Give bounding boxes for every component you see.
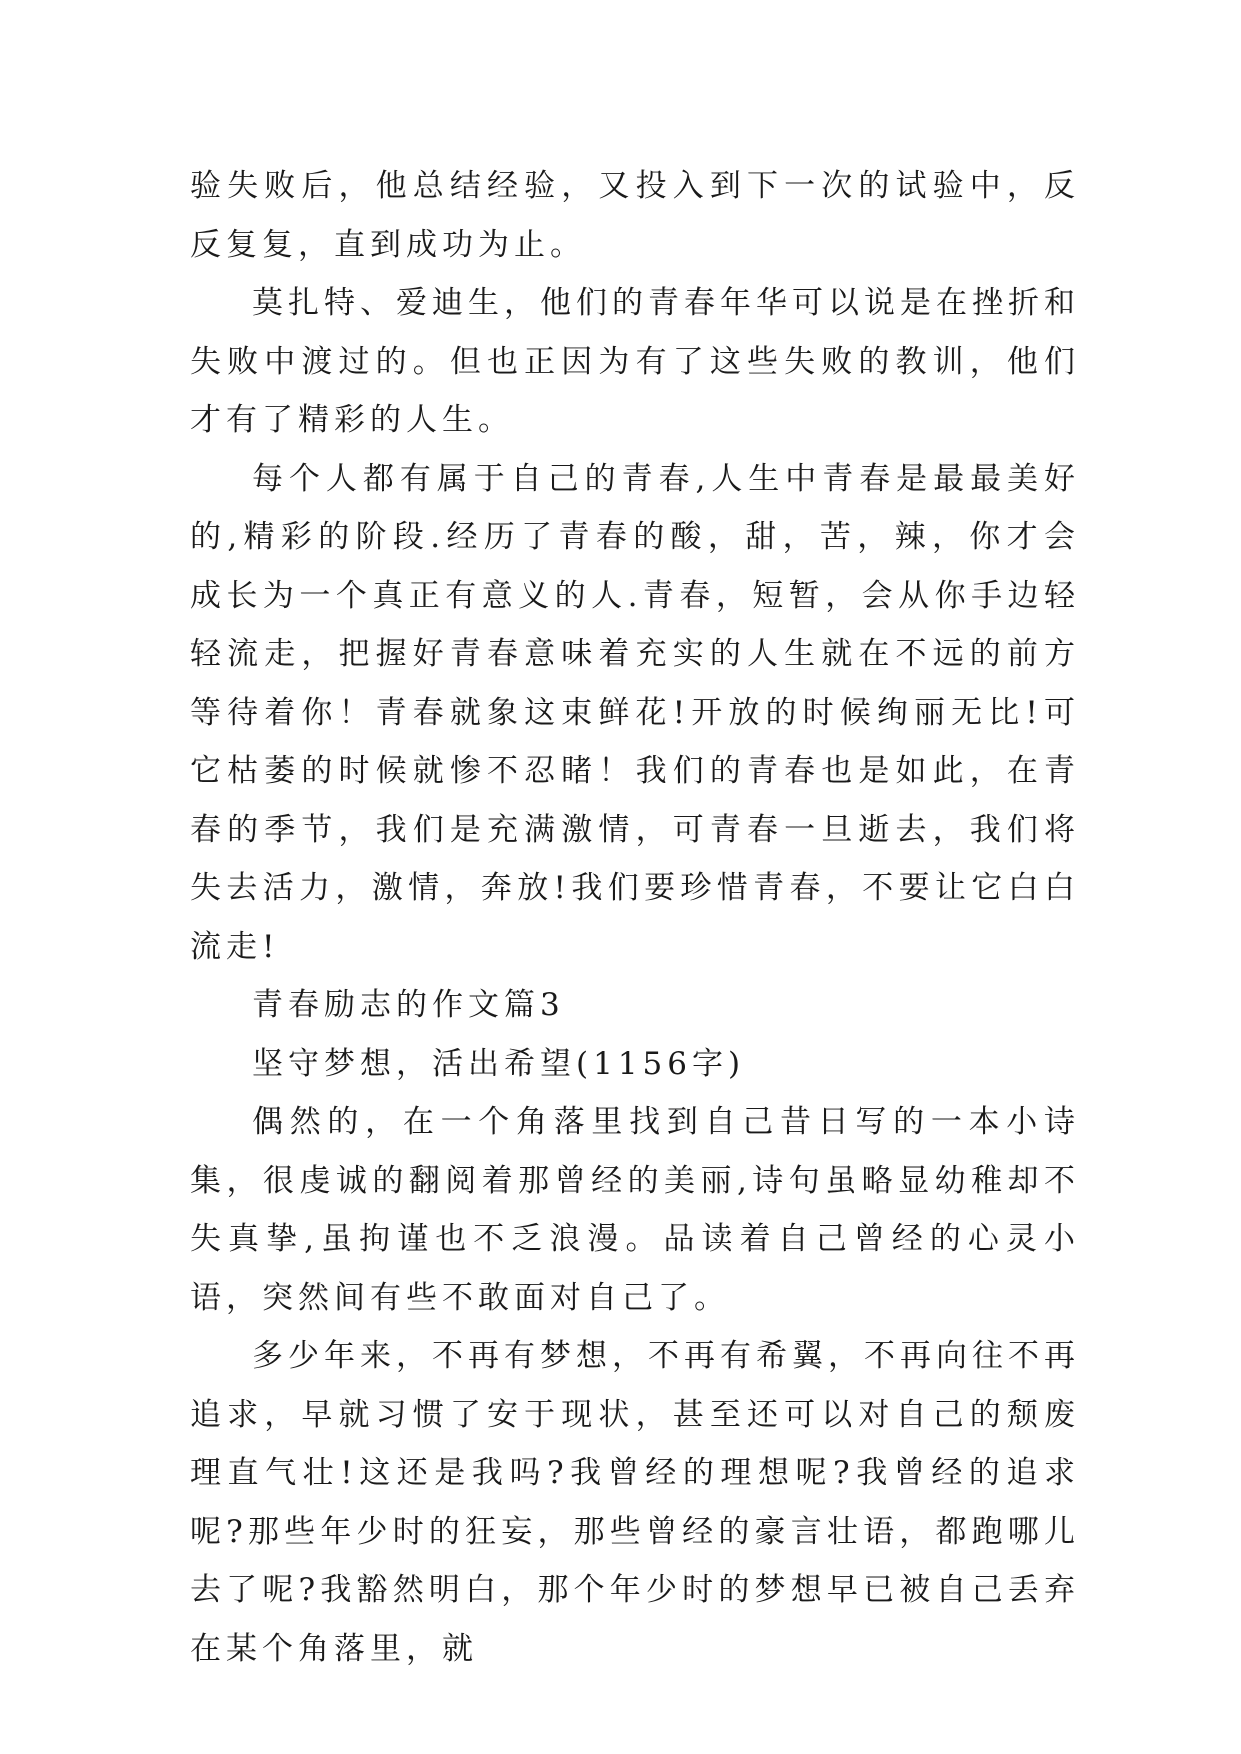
section-heading: 青春励志的作文篇3	[252, 987, 565, 1023]
paragraph: 验失败后，他总结经验，又投入到下一次的试验中，反反复复，直到成功为止。	[190, 168, 1080, 263]
body-text	[190, 157, 1080, 1678]
paragraph: 偶然的，在一个角落里找到自己昔日写的一本小诗集，很虔诚的翻阅着那曾经的美丽,诗句虽略显幼稚却不失真挚,虽拘谨也不乏浪漫。品读着自己曾经的心灵小语，突然间有些不敢面对自己了。	[190, 1104, 1080, 1316]
paragraph: 每个人都有属于自己的青春,人生中青春是最最美好的,精彩的阶段.经历了青春的酸，甜，苦，辣，你才会成长为一个真正有意义的人.青春，短暂，会从你手边轻轻流走，把握好青春意味着充实的人生就在不远的前方等待着你！青春就象这束鲜花!开放的时候绚丽无比!可它枯萎的时候就惨不忍睹！我们的青春也是如此，在青春的季节，我们是充满激情，可青春一旦逝去，我们将失去活力，激情，奔放!我们要珍惜青春，不要让它白白流走!	[190, 460, 1080, 965]
paragraph: 多少年来，不再有梦想，不再有希翼，不再向往不再追求，早就习惯了安于现状，甚至还可以对自己的颓废理直气壮!这还是我吗?我曾经的理想呢?我曾经的追求呢?那些年少时的狂妄，那些曾经的豪言壮语，都跑哪儿去了呢?我豁然明白，那个年少时的梦想早已被自己丢弃在某个角落里，就	[190, 1338, 1080, 1667]
paragraph: 莫扎特、爱迪生，他们的青春年华可以说是在挫折和失败中渡过的。但也正因为有了这些失败的教训，他们才有了精彩的人生。	[190, 285, 1080, 438]
essay-title: 坚守梦想，活出希望(1156字)	[252, 1045, 746, 1082]
